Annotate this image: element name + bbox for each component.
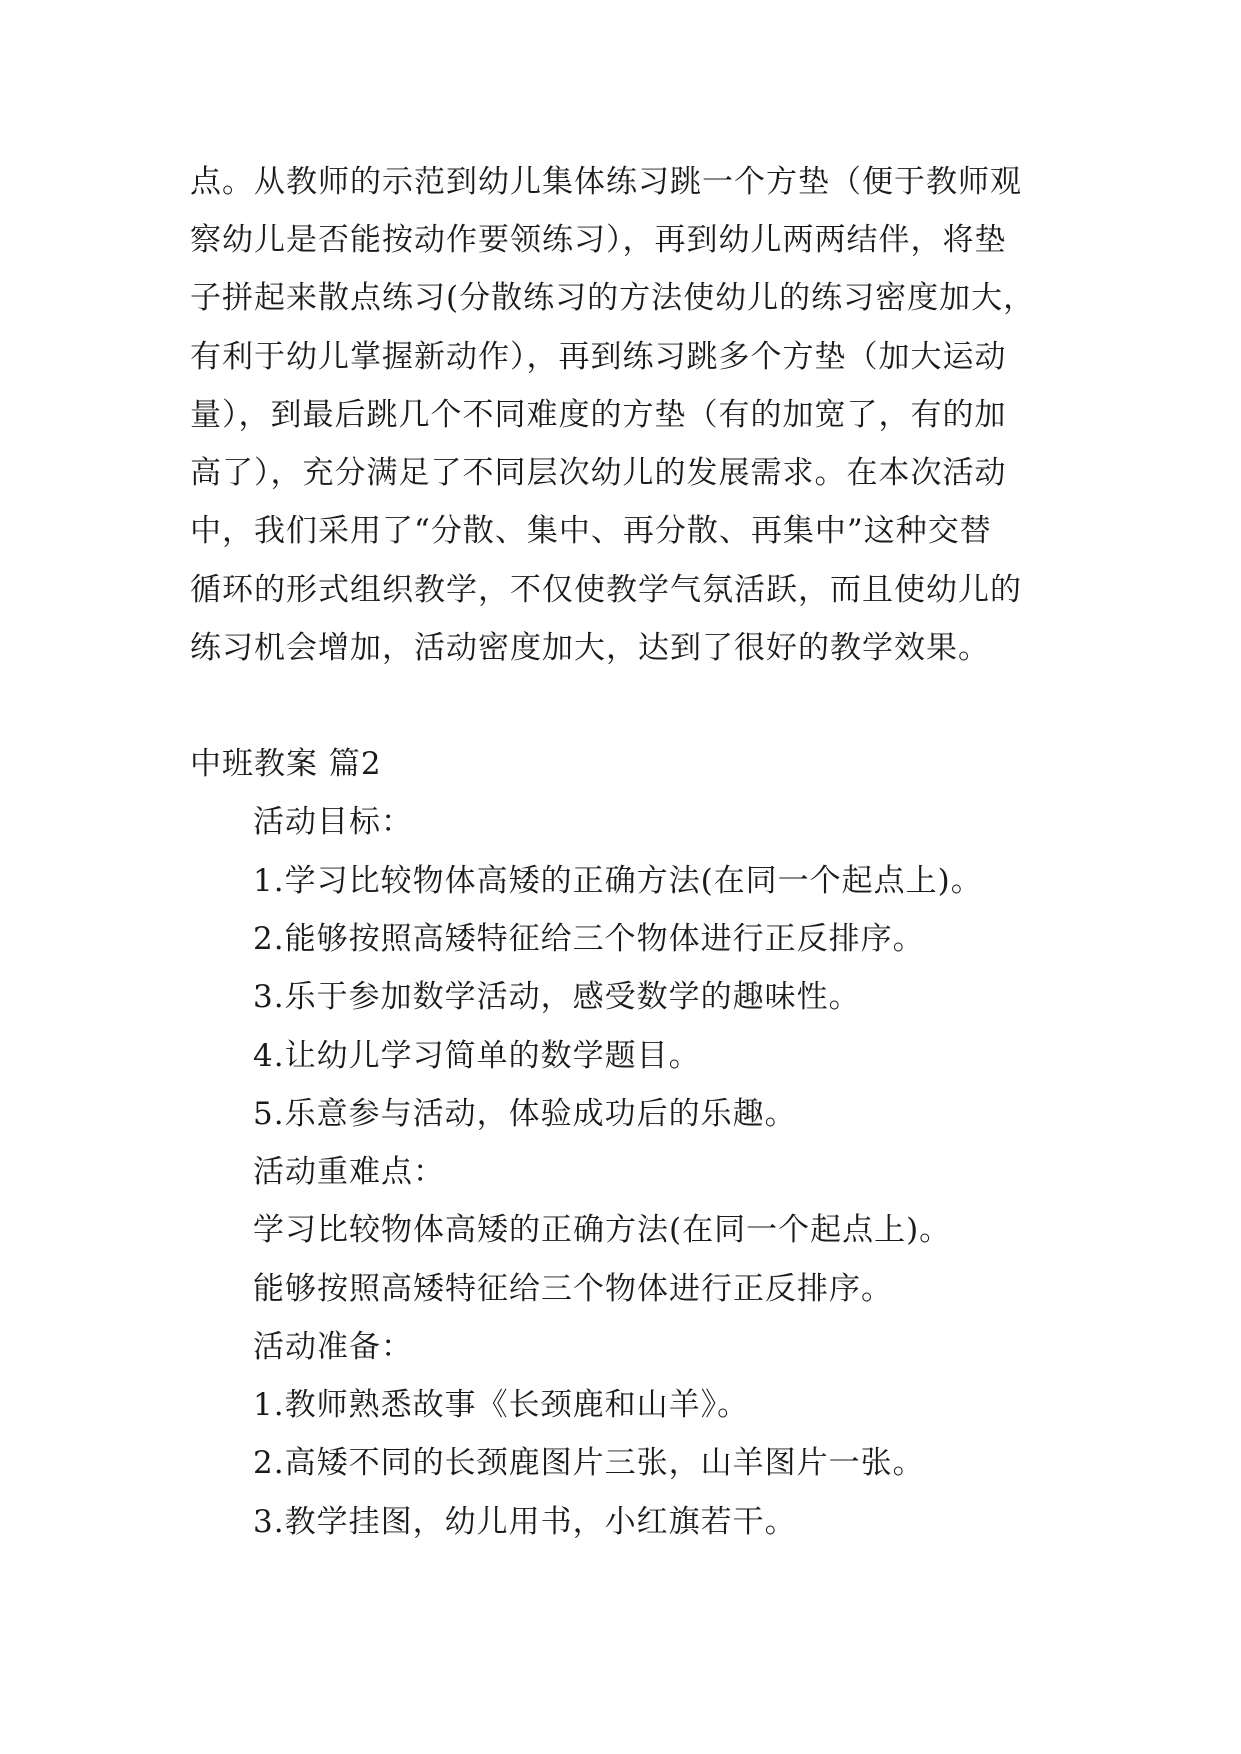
goal-item: 5.乐意参与活动，体验成功后的乐趣。 (253, 1096, 797, 1132)
paragraph-line: 循环的形式组织教学，不仅使教学气氛活跃，而且使幼儿的 (190, 572, 1022, 608)
key-point-item: 学习比较物体高矮的正确方法(在同一个起点上)。 (253, 1212, 952, 1248)
goal-item: 3.乐于参加数学活动，感受数学的趣味性。 (253, 979, 861, 1015)
heading-activity-goals: 活动目标： (253, 804, 413, 840)
heading-key-points: 活动重难点： (253, 1154, 445, 1190)
paragraph-line: 子拼起来散点练习(分散练习的方法使幼儿的练习密度加大， (190, 280, 1036, 316)
paragraph-line: 有利于幼儿掌握新动作），再到练习跳多个方垫（加大运动 (190, 339, 1007, 375)
goal-item: 1.学习比较物体高矮的正确方法(在同一个起点上)。 (253, 863, 983, 899)
paragraph-line: 高了），充分满足了不同层次幼儿的发展需求。在本次活动 (190, 455, 1007, 491)
paragraph-line: 练习机会增加，活动密度加大，达到了很好的教学效果。 (190, 630, 990, 666)
goal-item: 4.让幼儿学习简单的数学题目。 (253, 1038, 701, 1074)
preparation-item: 3.教学挂图，幼儿用书，小红旗若干。 (253, 1504, 797, 1540)
key-point-item: 能够按照高矮特征给三个物体进行正反排序。 (253, 1271, 893, 1307)
paragraph-line: 察幼儿是否能按动作要领练习），再到幼儿两两结伴，将垫 (190, 222, 1007, 258)
preparation-item: 2.高矮不同的长颈鹿图片三张，山羊图片一张。 (253, 1445, 925, 1481)
section-title: 中班教案 篇2 (190, 746, 382, 782)
preparation-item: 1.教师熟悉故事《长颈鹿和山羊》。 (253, 1387, 750, 1423)
goal-item: 2.能够按照高矮特征给三个物体进行正反排序。 (253, 921, 925, 957)
paragraph-line: 量），到最后跳几个不同难度的方垫（有的加宽了，有的加 (190, 397, 1007, 433)
paragraph-line: 中，我们采用了“分散、集中、再分散、再集中”这种交替 (190, 513, 992, 549)
paragraph-line: 点。从教师的示范到幼儿集体练习跳一个方垫（便于教师观 (190, 164, 1022, 200)
heading-preparation: 活动准备： (253, 1329, 413, 1365)
